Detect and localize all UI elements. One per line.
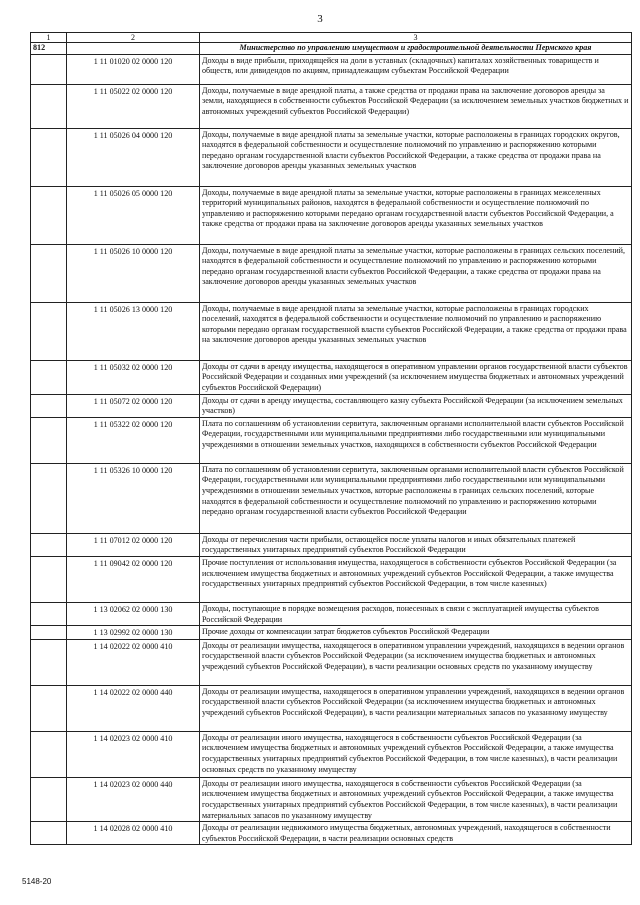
row-empty-cell <box>31 417 67 463</box>
row-description: Прочие доходы от компенсации затрат бюджетов субъектов Российской Федерации <box>200 626 632 640</box>
ministry-name: Министерство по управлению имуществом и градостроительной деятельности Пермского края <box>200 43 632 55</box>
row-kbk-code: 1 14 02022 02 0000 440 <box>67 685 200 731</box>
table-row <box>31 639 632 685</box>
row-kbk-code: 1 11 05026 05 0000 120 <box>67 186 200 244</box>
row-empty-cell <box>31 731 67 777</box>
table-row <box>31 84 632 128</box>
row-kbk-code: 1 11 05326 10 0000 120 <box>67 463 200 533</box>
row-kbk-code: 1 14 02023 02 0000 440 <box>67 777 200 821</box>
table <box>30 32 632 845</box>
row-kbk-code: 1 14 02028 02 0000 410 <box>67 822 200 845</box>
row-kbk-code: 1 11 09042 02 0000 120 <box>67 556 200 602</box>
row-description: Доходы, получаемые в виде арендной платы за земельные участки, которые расположены в границах городских поселений, находятся в федеральной собственности и осуществление полномочий по управлению и распоряжению которыми передано органам государственной власти субъектов Российской Федерации, а также средства от продажи права на заключение договоров аренды указанных земельных участков <box>200 302 632 360</box>
row-empty-cell <box>31 360 67 394</box>
row-description: Доходы от реализации иного имущества, находящегося в собственности субъектов Российской Федерации (за исключением имущества бюджетных и автономных учреждений субъектов Российской Федерации, а также имущества государственных унитарных предприятий субъектов Российской Федерации, в том числе казенных), в части реализации основных средств по указанному имуществу <box>200 731 632 777</box>
row-description: Доходы, получаемые в виде арендной платы, а также средства от продажи права на заключение договоров аренды за земли, находящиеся в собственности субъектов Российской Федерации (за исключением земельных участков бюджетных и автономных учреждений субъектов Российской Федерации) <box>200 84 632 128</box>
row-kbk-code: 1 11 05026 04 0000 120 <box>67 128 200 186</box>
row-kbk-code: 1 13 02062 02 0000 130 <box>67 602 200 625</box>
row-description: Доходы от реализации имущества, находящегося в оперативном управлении учреждений, находящихся в ведении органов государственной власти субъектов Российской Федерации (за исключением имущества бюджетных и автономных учреждений субъектов Российской Федерации), в части реализации основных средств по указанному имуществу <box>200 639 632 685</box>
table-row <box>31 822 632 845</box>
table-row <box>31 186 632 244</box>
row-empty-cell <box>31 556 67 602</box>
row-empty-cell <box>31 777 67 821</box>
row-empty-cell <box>31 186 67 244</box>
table-row <box>31 556 632 602</box>
row-kbk-code: 1 11 05026 13 0000 120 <box>67 302 200 360</box>
table-row <box>31 533 632 556</box>
row-description: Плата по соглашениям об установлении сервитута, заключенным органами исполнительной власти субъектов Российской Федерации, государственными или муниципальными предприятиями либо государственными или муниципальными учреждениями в отношении земельных участков, которые расположены в границах сельских поселений, которые находятся в федеральной собственности и осуществление полномочий по управлению и распоряжению которыми передано органам государственной власти субъектов Российской Федерации <box>200 463 632 533</box>
footer-code: 5148-20 <box>22 877 52 886</box>
table-header-row <box>31 33 632 43</box>
ministry-kbk-empty <box>67 43 200 55</box>
row-empty-cell <box>31 244 67 302</box>
row-empty-cell <box>31 394 67 417</box>
revenue-codes-table <box>30 32 631 845</box>
table-row <box>31 777 632 821</box>
row-empty-cell <box>31 302 67 360</box>
table-row <box>31 244 632 302</box>
row-kbk-code: 1 14 02022 02 0000 410 <box>67 639 200 685</box>
row-empty-cell <box>31 602 67 625</box>
row-description: Плата по соглашениям об установлении сервитута, заключенным органами исполнительной власти субъектов Российской Федерации, государственными или муниципальными предприятиями либо государственными или муниципальными учреждениями в отношении земельных участков, находящихся в собственности субъектов Российской Федерации <box>200 417 632 463</box>
row-description: Доходы от сдачи в аренду имущества, составляющего казну субъекта Российской Федерации (за исключением земельных участков) <box>200 394 632 417</box>
row-kbk-code: 1 11 07012 02 0000 120 <box>67 533 200 556</box>
row-description: Доходы, поступающие в порядке возмещения расходов, понесенных в связи с эксплуатацией имущества субъектов Российской Федерации <box>200 602 632 625</box>
row-description: Доходы от сдачи в аренду имущества, находящегося в оперативном управлении органов государственной власти субъектов Российской Федерации и созданных ими учреждений (за исключением имущества бюджетных и автономных учреждений субъектов Российской Федерации) <box>200 360 632 394</box>
ministry-row <box>31 43 632 55</box>
header-col-3: 3 <box>200 33 632 43</box>
row-kbk-code: 1 11 05022 02 0000 120 <box>67 84 200 128</box>
row-description: Доходы от реализации недвижимого имущества бюджетных, автономных учреждений, находящегося в собственности субъектов Российской Федерации, в части реализации основных средств <box>200 822 632 845</box>
row-empty-cell <box>31 533 67 556</box>
header-col-1: 1 <box>31 33 67 43</box>
row-empty-cell <box>31 822 67 845</box>
row-description: Доходы, получаемые в виде арендной платы за земельные участки, которые расположены в границах городских округов, находятся в федеральной собственности и осуществление полномочий по управлению и распоряжению которыми передано органам государственной власти субъектов Российской Федерации, а также средства от продажи права на заключение договоров аренды указанных земельных участков <box>200 128 632 186</box>
page-number: 3 <box>317 13 323 25</box>
row-kbk-code: 1 11 05072 02 0000 120 <box>67 394 200 417</box>
row-empty-cell <box>31 84 67 128</box>
row-empty-cell <box>31 463 67 533</box>
table-row <box>31 626 632 640</box>
row-description: Доходы от реализации имущества, находящегося в оперативном управлении учреждений, находящихся в ведении органов государственной власти субъектов Российской Федерации (за исключением имущества бюджетных и автономных учреждений субъектов Российской Федерации), в части реализации материальных запасов по указанному имуществу <box>200 685 632 731</box>
table-row <box>31 54 632 84</box>
row-description: Доходы от перечисления части прибыли, остающейся после уплаты налогов и иных обязательных платежей государственных унитарных предприятий субъектов Российской Федерации <box>200 533 632 556</box>
row-kbk-code: 1 11 01020 02 0000 120 <box>67 54 200 84</box>
row-kbk-code: 1 11 05032 02 0000 120 <box>67 360 200 394</box>
row-kbk-code: 1 13 02992 02 0000 130 <box>67 626 200 640</box>
row-empty-cell <box>31 626 67 640</box>
table-row <box>31 602 632 625</box>
row-description: Прочие поступления от использования имущества, находящегося в собственности субъектов Российской Федерации (за исключением имущества бюджетных и автономных учреждений субъектов Российской Федерации, а также имущества государственных унитарных предприятий субъектов Российской Федерации, в том числе казенных) <box>200 556 632 602</box>
row-description: Доходы, получаемые в виде арендной платы за земельные участки, которые расположены в границах межселенных территорий муниципальных районов, находятся в федеральной собственности и осуществление полномочий по управлению и распоряжению которыми передано органам государственной власти субъектов Российской Федерации, а также средства от продажи права на заключение договоров аренды указанных земельных участков <box>200 186 632 244</box>
row-kbk-code: 1 14 02023 02 0000 410 <box>67 731 200 777</box>
row-description: Доходы от реализации иного имущества, находящегося в собственности субъектов Российской Федерации (за исключением имущества бюджетных и автономных учреждений субъектов Российской Федерации, а также имущества государственных унитарных предприятий субъектов Российской Федерации, в том числе казенных), в части реализации материальных запасов по указанному имуществу <box>200 777 632 821</box>
row-empty-cell <box>31 639 67 685</box>
table-row <box>31 302 632 360</box>
row-empty-cell <box>31 685 67 731</box>
row-empty-cell <box>31 54 67 84</box>
row-kbk-code: 1 11 05322 02 0000 120 <box>67 417 200 463</box>
table-row <box>31 394 632 417</box>
table-row <box>31 731 632 777</box>
ministry-code: 812 <box>31 43 67 55</box>
row-description: Доходы, получаемые в виде арендной платы за земельные участки, которые расположены в границах сельских поселений, находятся в федеральной собственности и осуществление полномочий по управлению и распоряжению которыми передано органам государственной власти субъектов Российской Федерации, а также средства от продажи права на заключение договоров аренды указанных земельных участков <box>200 244 632 302</box>
table-row <box>31 128 632 186</box>
row-description: Доходы в виде прибыли, приходящейся на доли в уставных (складочных) капиталах хозяйственных товариществ и обществ, или дивидендов по акциям, принадлежащим субъектам Российской Федерации <box>200 54 632 84</box>
header-col-2: 2 <box>67 33 200 43</box>
table-row <box>31 360 632 394</box>
table-row <box>31 417 632 463</box>
row-empty-cell <box>31 128 67 186</box>
row-kbk-code: 1 11 05026 10 0000 120 <box>67 244 200 302</box>
table-row <box>31 685 632 731</box>
table-row <box>31 463 632 533</box>
